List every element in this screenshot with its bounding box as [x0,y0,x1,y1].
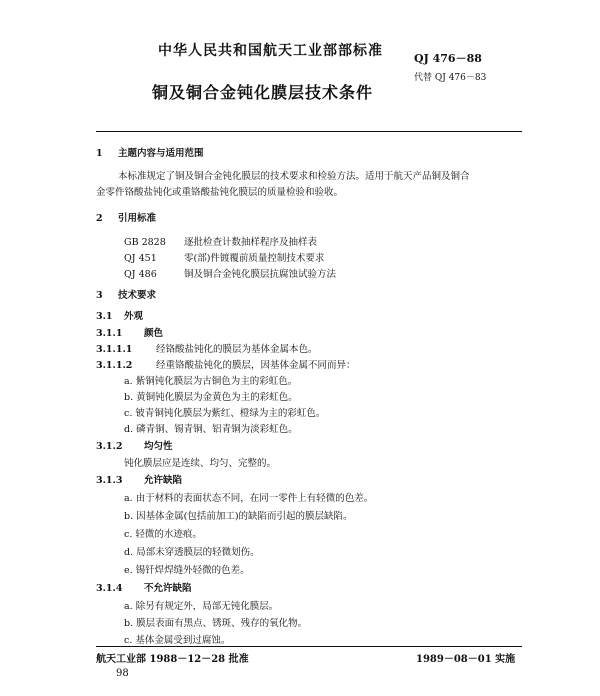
header-divider [96,131,522,132]
issuing-organization: 中华人民共和国航天工业部部标准 [158,43,383,59]
clause-3-1-number: 3.1 [96,311,113,322]
list-item: b. 因基体金属(包括前加工)的缺陷而引起的膜层缺陷。 [124,511,353,522]
section-2-number: 2 [96,213,103,224]
clause-3-1-1-2-text: 经重铬酸盐钝化的膜层，因基体金属不同而异： [156,360,356,371]
reference-code: QJ 451 [124,253,157,264]
effective-date: 1989－08－01 实施 [416,654,516,665]
list-item: b. 黄铜钝化膜层为金黄色为主的彩虹色。 [124,392,298,403]
reference-code: GB 2828 [124,237,166,248]
clause-3-1-2-title: 均匀性 [144,441,173,452]
list-item: c. 轻微的水迹痕。 [124,529,202,540]
document-title: 铜及铜合金钝化膜层技术条件 [152,83,374,102]
clause-3-1-4-title: 不允许缺陷 [144,583,192,594]
replaces-standard: 代替 QJ 476－83 [414,73,487,83]
list-item: c. 铍青铜钝化膜层为紫红、橙绿为主的彩虹色。 [124,408,326,419]
clause-3-1-3-title: 允许缺陷 [144,475,183,486]
list-item: e. 锡钎焊焊缝外轻微的色差。 [124,565,250,576]
section-1-heading: 主题内容与适用范围 [118,148,204,159]
reference-name: 铜及铜合金钝化膜层抗腐蚀试验方法 [184,269,337,280]
list-item: a. 紫铜钝化膜层为古铜色为主的彩虹色。 [124,376,298,387]
list-item: d. 磷青铜、锡青铜、铝青铜为淡彩虹色。 [124,424,298,435]
section-1-para-line1: 本标准规定了铜及铜合金钝化膜层的技术要求和检验方法。适用于航天产品铜及铜合 [118,171,470,182]
clause-3-1-3-number: 3.1.3 [96,475,123,486]
section-3-number: 3 [96,290,103,301]
clause-3-1-1-1-text: 经铬酸盐钝化的膜层为基体金属本色。 [156,344,318,355]
section-1-number: 1 [96,148,103,159]
standard-code: QJ 476－88 [414,52,482,65]
footer-divider [96,646,522,647]
clause-3-1-1-2-number: 3.1.1.2 [96,360,133,371]
list-item: a. 由于材料的表面状态不同，在同一零件上有轻微的色差。 [124,493,374,504]
reference-code: QJ 486 [124,269,157,280]
section-2-heading: 引用标准 [118,213,157,224]
reference-name: 逐批检查计数抽样程序及抽样表 [184,237,318,248]
reference-name: 零(部)件镀覆前质量控制技术要求 [184,253,325,264]
clause-3-1-2-number: 3.1.2 [96,441,123,452]
clause-3-1-4-number: 3.1.4 [96,583,123,594]
list-item: c. 基体金属受到过腐蚀。 [124,635,231,646]
clause-3-1-1-number: 3.1.1 [96,328,123,339]
list-item: d. 局部未穿透膜层的轻微划伤。 [124,547,260,558]
clause-3-1-1-title: 颜色 [144,328,164,339]
approval-date: 航天工业部 1988－12－28 批准 [96,654,249,665]
clause-3-1-1-1-number: 3.1.1.1 [96,344,133,355]
section-1-para-line2: 金零件铬酸盐钝化或重铬酸盐钝化膜层的质量检验和验收。 [96,187,344,198]
list-item: b. 膜层表面有黑点、锈斑、残存的氧化物。 [124,618,308,629]
section-3-heading: 技术要求 [118,290,157,301]
clause-3-1-2-text: 钝化膜层应是连续、均匀、完整的。 [124,458,277,469]
list-item: a. 除另有规定外，局部无钝化膜层。 [124,601,279,612]
clause-3-1-title: 外观 [124,311,144,322]
page-number: 98 [116,668,129,679]
